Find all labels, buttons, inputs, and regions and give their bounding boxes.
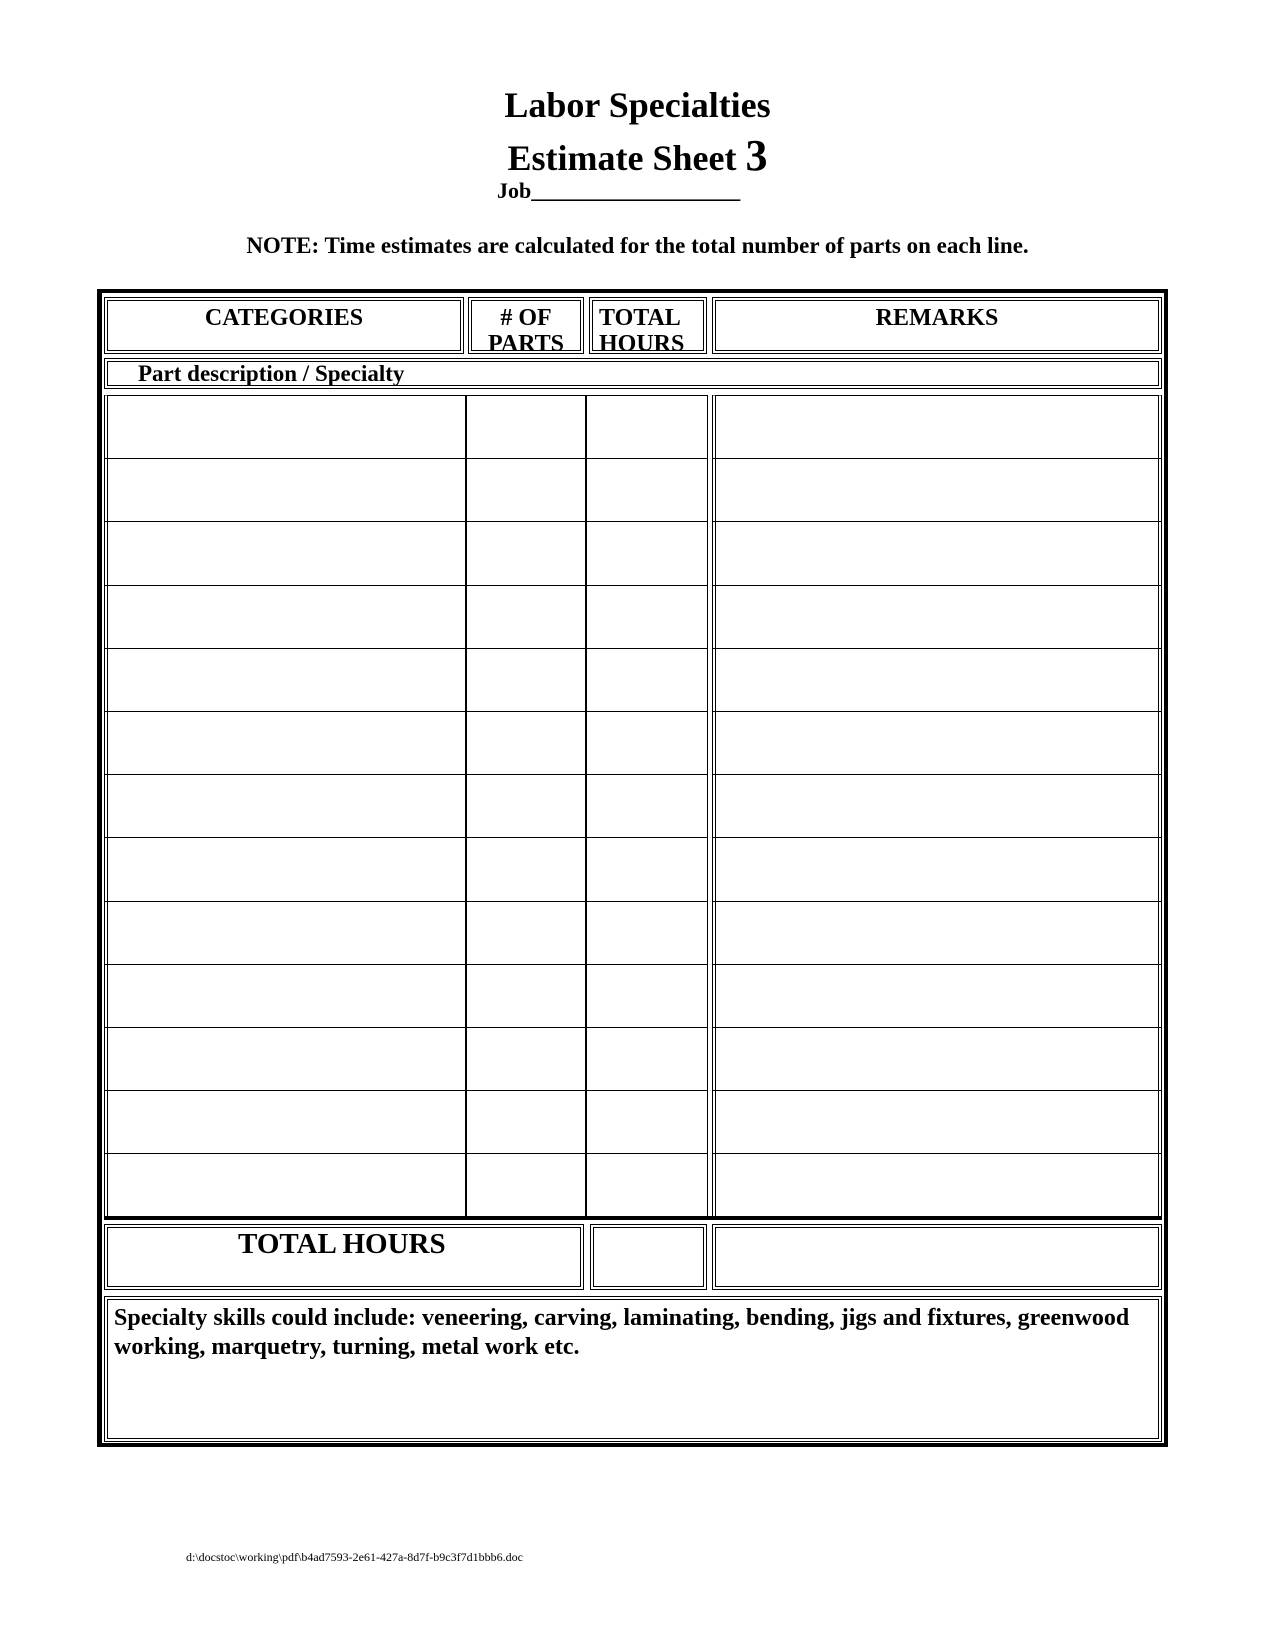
row-5-remarks-cell[interactable] (712, 648, 1162, 712)
row-1-remarks-cell[interactable] (712, 395, 1162, 459)
row-7-parts-cell[interactable] (466, 774, 586, 838)
row-5-hours-cell[interactable] (586, 648, 708, 712)
row-8-parts-cell[interactable] (466, 837, 586, 901)
row-4-hours-cell[interactable] (586, 585, 708, 649)
row-3-remarks-cell[interactable] (712, 521, 1162, 585)
row-10-parts-cell[interactable] (466, 964, 586, 1028)
row-10-description-cell[interactable] (104, 964, 466, 1028)
row-8-remarks-cell[interactable] (712, 837, 1162, 901)
row-2-remarks-cell[interactable] (712, 458, 1162, 522)
row-11-hours-cell[interactable] (586, 1027, 708, 1091)
total-remarks[interactable] (712, 1224, 1162, 1290)
header-hours-l2: HOURS (599, 331, 685, 357)
row-6-description-cell[interactable] (104, 711, 466, 775)
row-5-parts-cell[interactable] (466, 648, 586, 712)
row-11-remarks-cell[interactable] (712, 1027, 1162, 1091)
row-1-hours-cell[interactable] (586, 395, 708, 459)
header-hours (589, 297, 707, 357)
row-7-description-cell[interactable] (104, 774, 466, 838)
row-12-hours-cell[interactable] (586, 1090, 708, 1154)
row-11-description-cell[interactable] (104, 1027, 466, 1091)
row-12-remarks-cell[interactable] (712, 1090, 1162, 1154)
row-4-remarks-cell[interactable] (712, 585, 1162, 649)
row-12-description-cell[interactable] (104, 1090, 466, 1154)
total-hours-value[interactable] (590, 1224, 707, 1290)
sheet-number: 3 (745, 131, 768, 180)
header-hours-l1: TOTAL (599, 305, 681, 331)
footer-path: d:\docstoc\working\pdf\b4ad7593-2e61-427a-8d7f-b9c3f7d1bbb6.doc (186, 1550, 523, 1564)
row-6-parts-cell[interactable] (466, 711, 586, 775)
row-13-remarks-cell[interactable] (712, 1153, 1162, 1217)
subtitle-text: Estimate Sheet (507, 138, 737, 178)
row-9-hours-cell[interactable] (586, 901, 708, 965)
row-8-description-cell[interactable] (104, 837, 466, 901)
row-13-hours-cell[interactable] (586, 1153, 708, 1217)
row-2-parts-cell[interactable] (466, 458, 586, 522)
specialty-note: Specialty skills could include: veneering, carving, laminating, bending, jigs and fixtures, greenwood working, marquetry, turning, metal work etc. (104, 1296, 1162, 1442)
header-remarks: REMARKS (712, 297, 1162, 354)
row-10-hours-cell[interactable] (586, 964, 708, 1028)
row-3-parts-cell[interactable] (466, 521, 586, 585)
page-title: Labor Specialties (504, 85, 771, 125)
row-7-hours-cell[interactable] (586, 774, 708, 838)
row-3-hours-cell[interactable] (586, 521, 708, 585)
row-1-parts-cell[interactable] (466, 395, 586, 459)
row-9-remarks-cell[interactable] (712, 901, 1162, 965)
total-hours-label: TOTAL HOURS (104, 1224, 584, 1290)
row-7-remarks-cell[interactable] (712, 774, 1162, 838)
row-2-description-cell[interactable] (104, 458, 466, 522)
note-text: NOTE: Time estimates are calculated for the total number of parts on each line. (246, 233, 1029, 258)
header-parts-l1: # OF (500, 305, 552, 331)
row-13-description-cell[interactable] (104, 1153, 466, 1217)
row-6-remarks-cell[interactable] (712, 711, 1162, 775)
job-field[interactable]: Job___________________ (497, 178, 741, 203)
row-13-parts-cell[interactable] (466, 1153, 586, 1217)
row-5-description-cell[interactable] (104, 648, 466, 712)
row-4-parts-cell[interactable] (466, 585, 586, 649)
row-11-parts-cell[interactable] (466, 1027, 586, 1091)
subheader-part-description: Part description / Specialty (104, 358, 1162, 389)
header-categories: CATEGORIES (104, 297, 464, 354)
row-3-description-cell[interactable] (104, 521, 466, 585)
row-9-description-cell[interactable] (104, 901, 466, 965)
row-8-hours-cell[interactable] (586, 837, 708, 901)
row-1-description-cell[interactable] (104, 395, 466, 459)
row-6-hours-cell[interactable] (586, 711, 708, 775)
row-10-remarks-cell[interactable] (712, 964, 1162, 1028)
row-9-parts-cell[interactable] (466, 901, 586, 965)
rows-bottom-rule (104, 1216, 1162, 1220)
header-parts-l2: PARTS (487, 331, 565, 357)
header-parts (468, 297, 584, 357)
row-4-description-cell[interactable] (104, 585, 466, 649)
row-12-parts-cell[interactable] (466, 1090, 586, 1154)
row-2-hours-cell[interactable] (586, 458, 708, 522)
page-subtitle (0, 130, 1275, 181)
